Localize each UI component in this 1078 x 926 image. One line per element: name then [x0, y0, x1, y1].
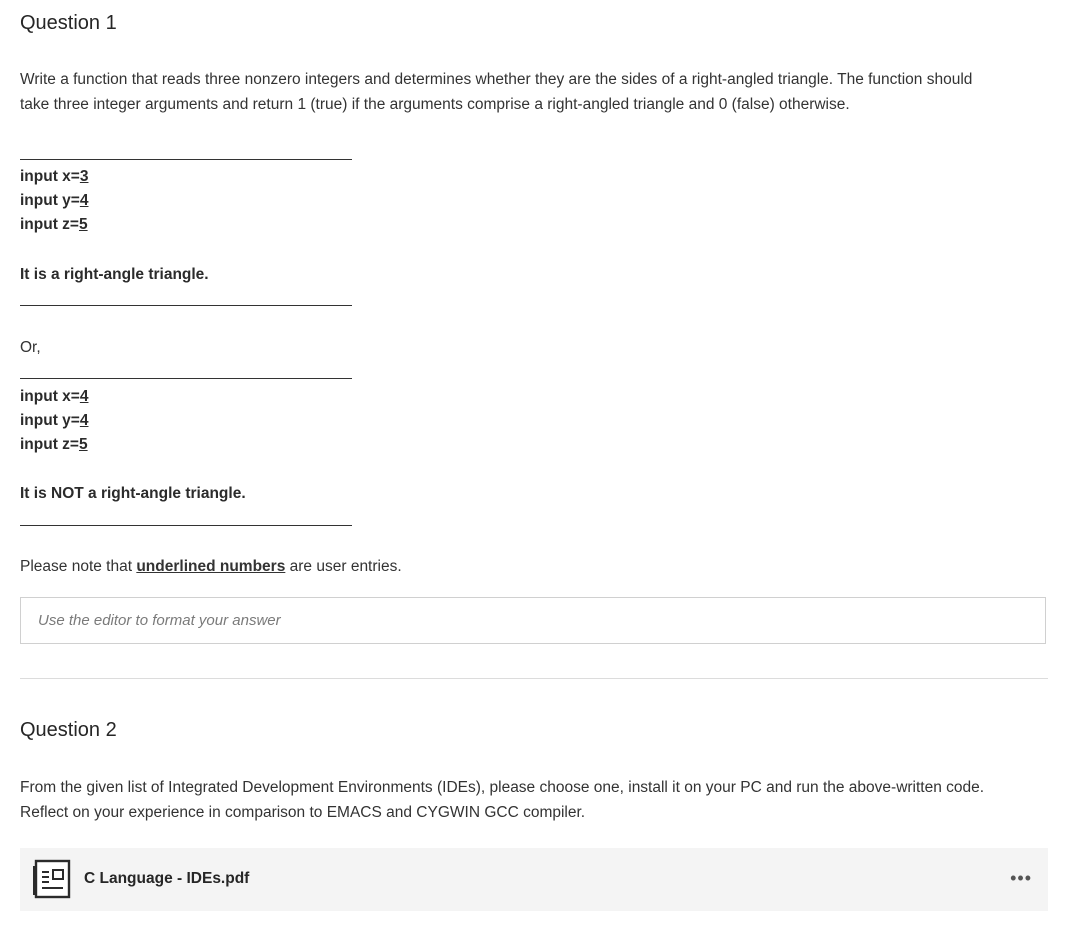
example-2-input-y: input y=4 — [20, 412, 89, 429]
example-1-input-z: input z=5 — [20, 216, 88, 233]
user-entry-y: 4 — [79, 192, 89, 209]
attachment-filename[interactable]: C Language - IDEs.pdf — [84, 870, 250, 887]
question-2-prompt-line1: From the given list of Integrated Development Environments (IDEs), please choose one, install it on your PC and run the above-written code. — [20, 779, 985, 796]
question-1-prompt-line1: Write a function that reads three nonzero integers and determines whether they are the sides of a right-angled triangle. The function should — [20, 71, 973, 88]
divider-line — [20, 378, 352, 379]
user-entry-y: 4 — [79, 412, 89, 429]
user-entry-z: 5 — [78, 216, 88, 233]
question-1-prompt-line2: take three integer arguments and return 1 (true) if the arguments comprise a right-angled triangle and 0 (false) otherwise. — [20, 96, 850, 113]
or-text: Or, — [20, 339, 41, 356]
example-2-input-z: input z=5 — [20, 436, 88, 453]
question-1-prompt — [20, 67, 1040, 117]
answer-editor[interactable] — [20, 597, 1046, 644]
question-2-prompt-line2: Reflect on your experience in comparison to EMACS and CYGWIN GCC compiler. — [20, 804, 586, 821]
divider-line — [20, 159, 352, 160]
example-2-input-x: input x=4 — [20, 388, 89, 405]
note-emphasis: underlined numbers — [136, 558, 286, 575]
example-2-inputs — [20, 385, 88, 457]
question-1-title: Question 1 — [20, 12, 117, 34]
divider-line — [20, 305, 352, 306]
example-1-inputs — [20, 165, 88, 237]
example-1-result: It is a right-angle triangle. — [20, 266, 209, 283]
document-icon — [32, 858, 72, 900]
user-entry-z: 5 — [78, 436, 88, 453]
example-1-input-y: input y=4 — [20, 192, 89, 209]
question-2-title: Question 2 — [20, 719, 117, 741]
attachment-item[interactable] — [20, 848, 1048, 911]
question-separator — [20, 678, 1048, 679]
example-1-input-x: input x=3 — [20, 168, 89, 185]
question-2-prompt — [20, 775, 1040, 825]
example-2-result: It is NOT a right-angle triangle. — [20, 485, 246, 502]
user-entry-x: 4 — [79, 388, 89, 405]
divider-line — [20, 525, 352, 526]
user-entry-x: 3 — [79, 168, 89, 185]
more-options-icon[interactable]: ••• — [1010, 868, 1032, 888]
answer-editor-placeholder: Use the editor to format your answer — [38, 612, 281, 629]
user-entry-note: Please note that underlined numbers are user entries. — [20, 558, 402, 575]
